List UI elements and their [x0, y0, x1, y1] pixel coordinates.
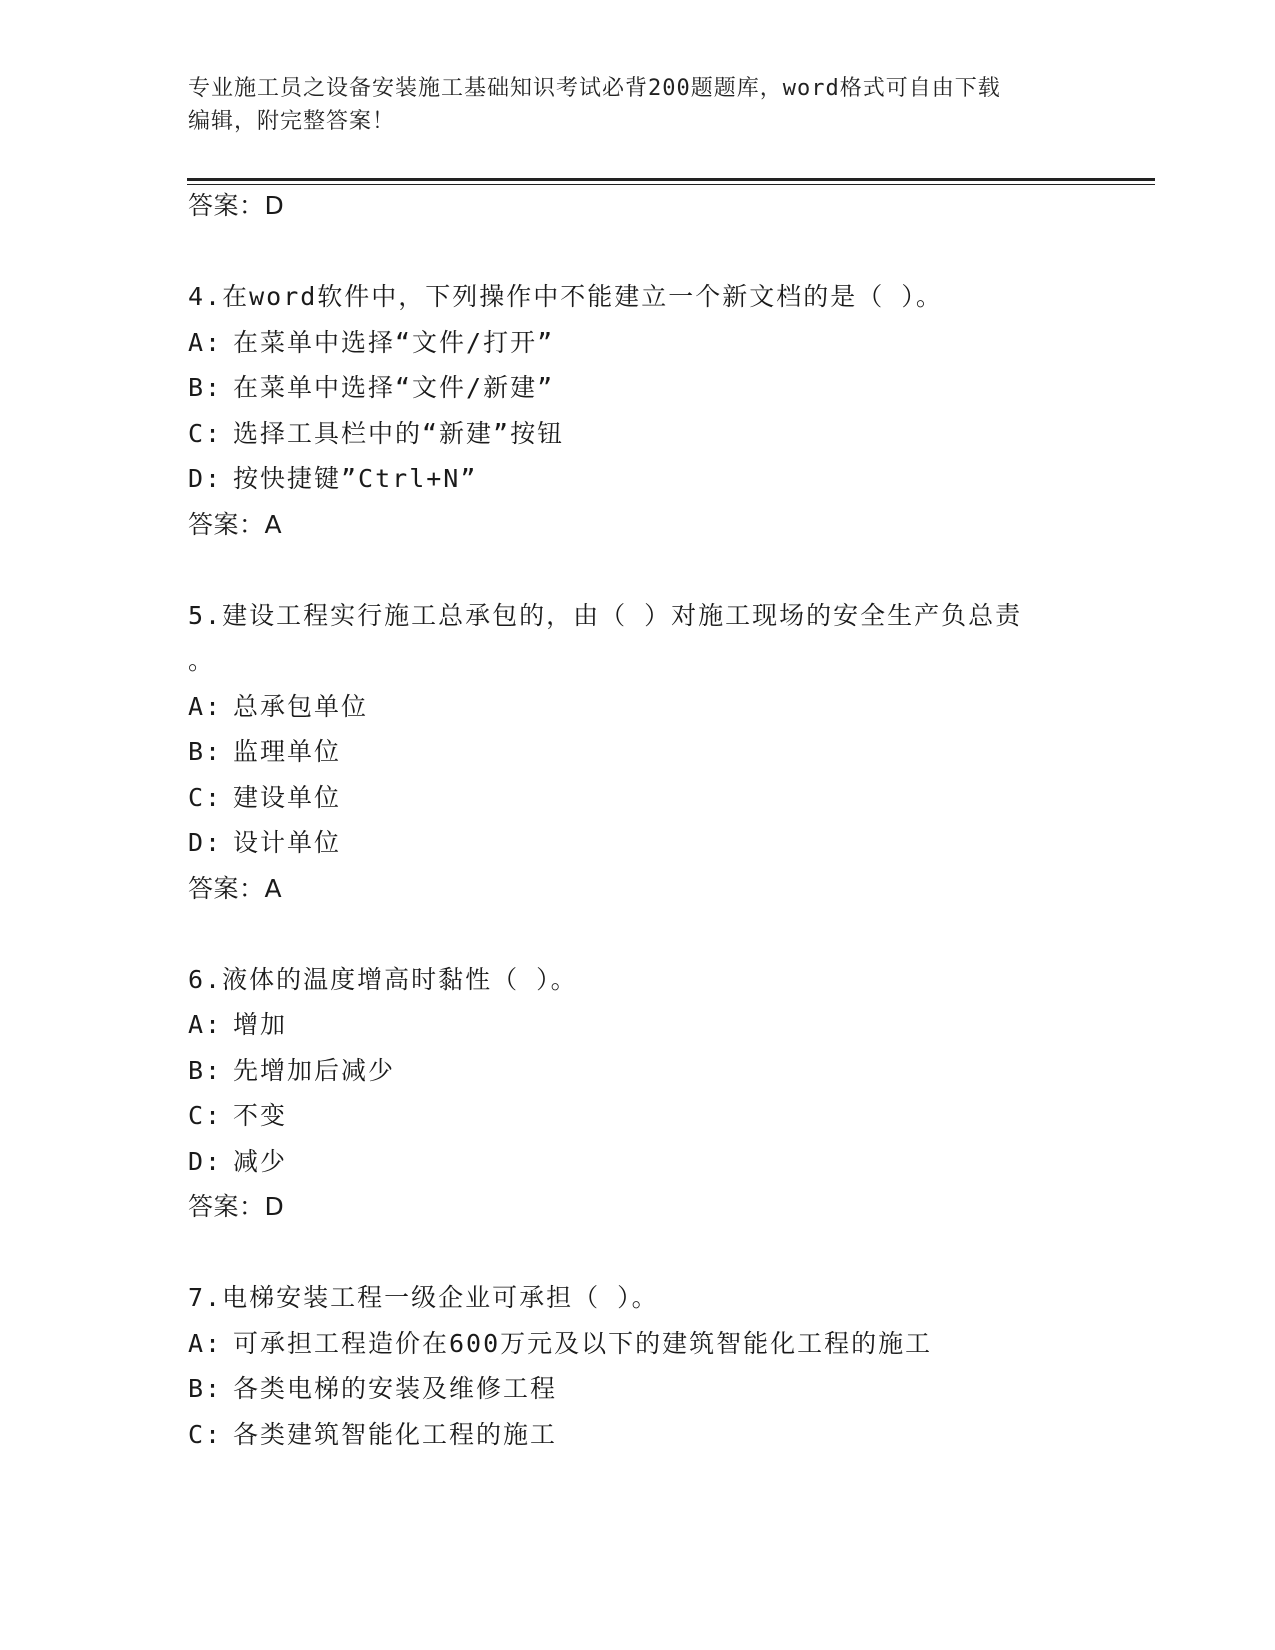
option-text: 可承担工程造价在600万元及以下的建筑智能化工程的施工 [233, 1328, 933, 1358]
option-text: 选择工具栏中的“新建”按钮 [233, 418, 565, 448]
header-title-line-1: 专业施工员之设备安装施工基础知识考试必背200题题库，word格式可自由下载 [188, 76, 1001, 101]
option-text: 增加 [233, 1010, 288, 1039]
option-key: A: [188, 1010, 223, 1039]
document-header [188, 72, 1088, 138]
option-key: C: [188, 1419, 223, 1449]
question-5-option-c [188, 775, 1088, 821]
option-text: 各类电梯的安装及维修工程 [233, 1374, 558, 1403]
option-key: D: [188, 828, 223, 857]
question-4-option-c [188, 411, 1088, 457]
option-text: 先增加后减少 [233, 1055, 396, 1085]
question-4-stem: 4.在word软件中，下列操作中不能建立一个新文档的是（ ）。 [188, 282, 943, 311]
question-6-option-a [188, 1002, 1088, 1048]
option-key: C: [188, 1101, 223, 1130]
option-text: 在菜单中选择“文件/打开” [233, 327, 555, 357]
option-text: 建设单位 [233, 782, 342, 812]
option-text: 不变 [233, 1101, 288, 1130]
question-5-option-b [188, 729, 1088, 775]
question-6-option-b [188, 1048, 1088, 1094]
question-6-option-c [188, 1093, 1088, 1139]
question-7-option-b [188, 1366, 1088, 1412]
option-text: 各类建筑智能化工程的施工 [233, 1419, 558, 1449]
option-text: 设计单位 [233, 828, 342, 857]
question-4-answer: 答案：A [188, 509, 283, 539]
option-key: C: [188, 418, 223, 448]
header-title-line-2: 编辑，附完整答案！ [188, 109, 396, 134]
option-text: 按快捷键”Ctrl+N” [233, 464, 478, 493]
option-key: D: [188, 464, 223, 493]
option-text: 监理单位 [233, 737, 342, 766]
option-text: 总承包单位 [233, 691, 369, 721]
question-6-option-d [188, 1139, 1088, 1185]
option-key: C: [188, 782, 223, 812]
answer-prev: 答案：D [188, 191, 285, 220]
option-key: A: [188, 1328, 223, 1358]
question-5-stem-cont: 。 [188, 646, 216, 675]
question-4-option-a [188, 320, 1088, 366]
option-text: 在菜单中选择“文件/新建” [233, 373, 555, 402]
question-4-option-d [188, 456, 1088, 502]
option-text: 减少 [233, 1146, 288, 1176]
spacer [188, 1230, 1088, 1276]
option-key: B: [188, 373, 223, 402]
document-body [188, 183, 1088, 1457]
question-6-answer: 答案：D [188, 1192, 285, 1221]
option-key: A: [188, 327, 223, 357]
spacer [188, 911, 1088, 957]
option-key: B: [188, 737, 223, 766]
question-5-option-a [188, 684, 1088, 730]
question-5-stem: 5.建设工程实行施工总承包的，由（ ）对施工现场的安全生产负总责 [188, 600, 1023, 630]
option-key: A: [188, 691, 223, 721]
question-6-stem: 6.液体的温度增高时黏性（ ）。 [188, 964, 578, 994]
question-7-option-c [188, 1412, 1088, 1458]
question-7-option-a [188, 1321, 1088, 1367]
question-5-option-d [188, 820, 1088, 866]
option-key: D: [188, 1146, 223, 1176]
option-key: B: [188, 1055, 223, 1085]
spacer [188, 547, 1088, 593]
spacer [188, 229, 1088, 275]
question-5-answer: 答案：A [188, 873, 283, 903]
option-key: B: [188, 1374, 223, 1403]
header-rule-thick [187, 178, 1155, 181]
question-7-stem: 7.电梯安装工程一级企业可承担（ ）。 [188, 1283, 659, 1312]
question-4-option-b [188, 365, 1088, 411]
